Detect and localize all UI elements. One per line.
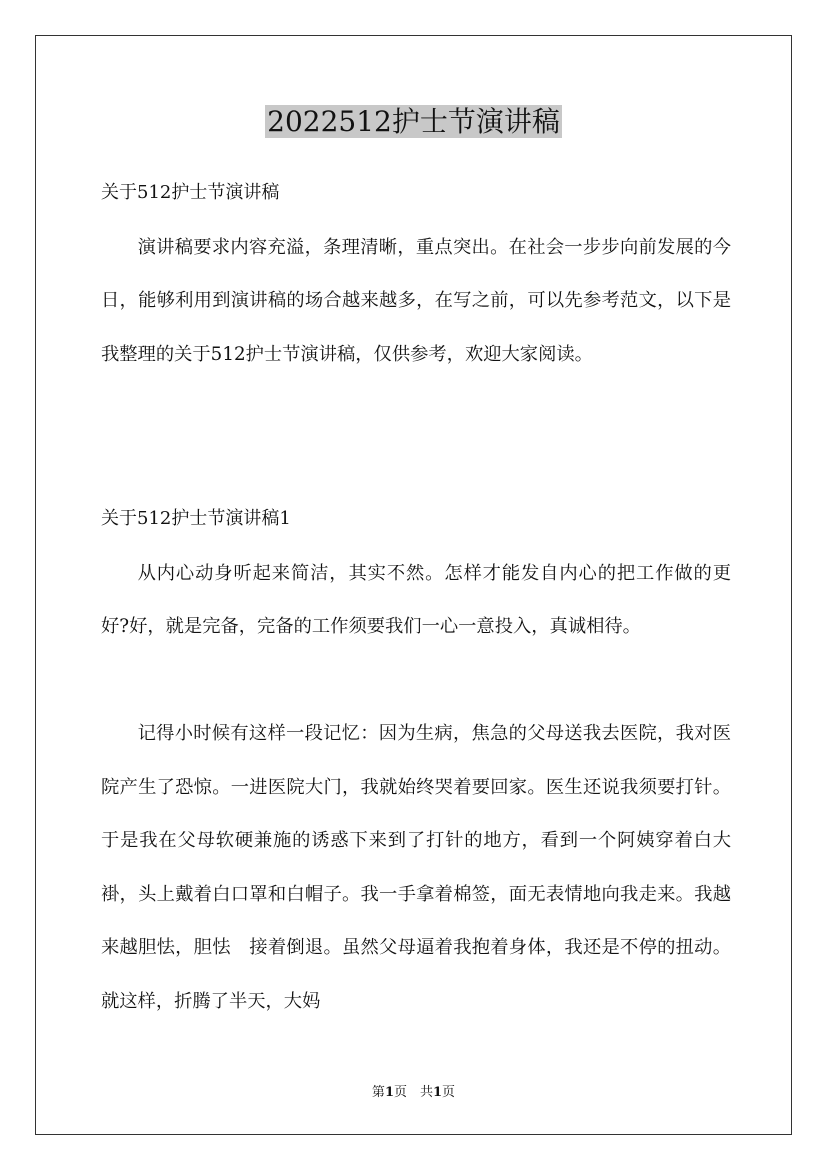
body-paragraph-2: 记得小时候有这样一段记忆：因为生病，焦急的父母送我去医院，我对医院产生了恐惊。一进医院大门，我就始终哭着要回家。医生还说我须要打针。于是我在父母软硬兼施的诱惑下来到了打针的地方，看到一个阿姨穿着白大褂，头上戴着白口罩和白帽子。我一手拿着棉签，面无表情地向我走来。我越来越胆怯，胆怯 接着倒退。虽然父母逼着我抱着身体，我还是不停的扭动。就这样，折腾了半天，大妈 — [101, 723, 731, 1012]
footer-prefix: 第 — [371, 1085, 385, 1100]
footer-mid: 页 共 — [393, 1085, 433, 1100]
footer-suffix: 页 — [442, 1085, 456, 1100]
footer-total-pages: 1 — [433, 1085, 443, 1100]
footer-current-page: 1 — [384, 1085, 394, 1100]
document-title — [0, 102, 827, 142]
body-paragraph-1: 从内心动身听起来简洁，其实不然。怎样才能发自内心的把工作做的更好?好，就是完备，完备的工作须要我们一心一意投入，真诚相待。 — [101, 563, 731, 638]
subheading-speech-1: 关于512护士节演讲稿1 — [101, 508, 291, 529]
subheading-about: 关于512护士节演讲稿 — [101, 182, 280, 203]
document-title-text: 2022512护士节演讲稿 — [267, 105, 560, 138]
intro-paragraph: 演讲稿要求内容充溢，条理清晰，重点突出。在社会一步步向前发展的今日，能够利用到演讲稿的场合越来越多，在写之前，可以先参考范文，以下是我整理的关于512护士节演讲稿，仅供参考，欢迎大家阅读。 — [101, 237, 731, 365]
page-footer — [0, 1084, 827, 1102]
